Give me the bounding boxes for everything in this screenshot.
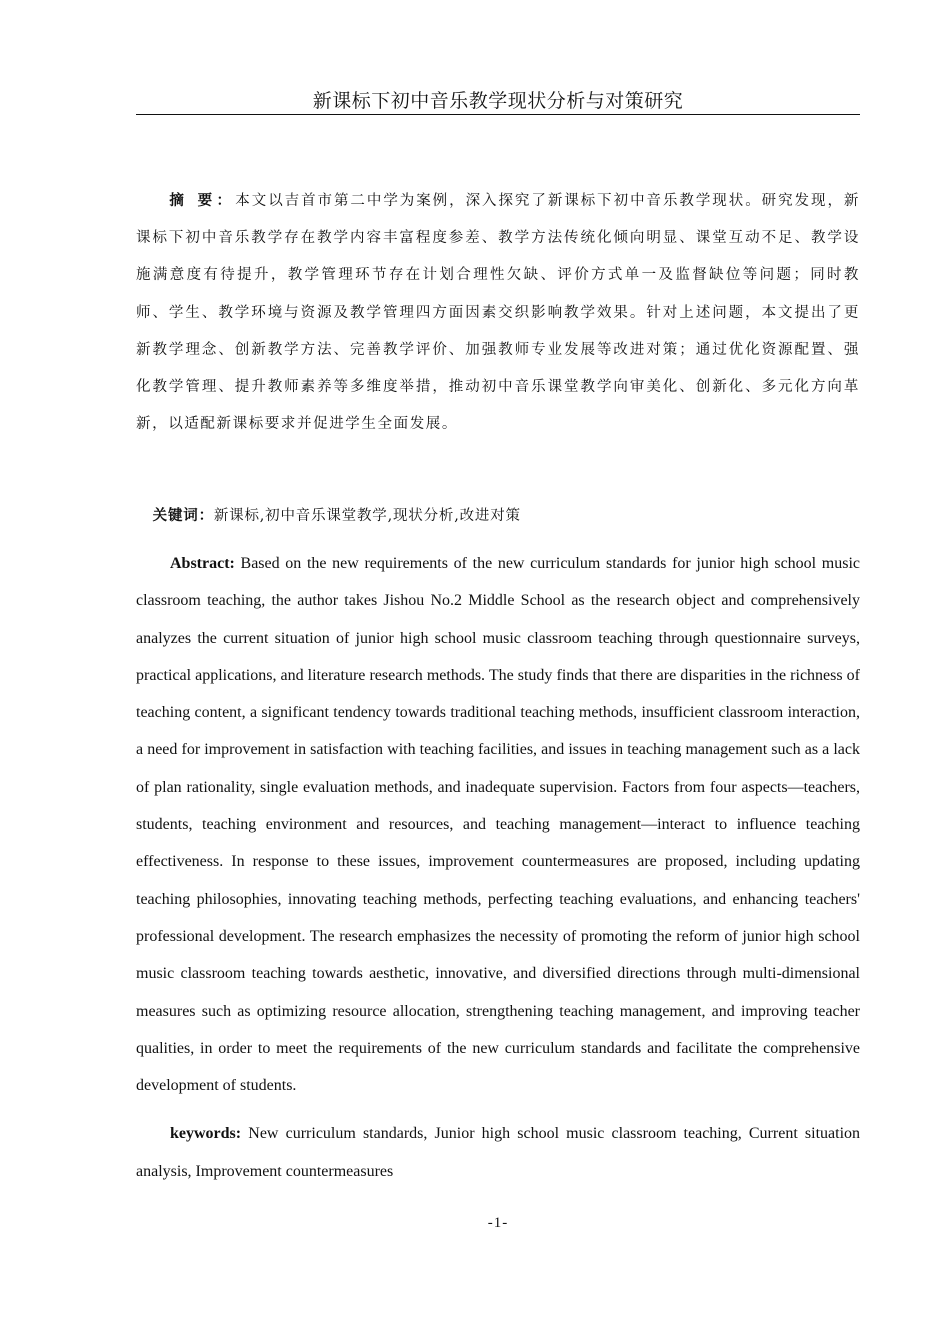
english-abstract-text: Based on the new requirements of the new curriculum standards for junior high school music classroom teaching, the author takes Jishou No.2 Middle School as the research object and comprehensively analyzes the current situation of junior high school music classroom teaching through questionnaire surveys, practical applications, and literature research methods. The study finds that there are disparities in the richness of teaching content, a significant tendency towards traditional teaching methods, insufficient classroom interaction, a need for improvement in satisfaction with teaching facilities, and issues in teaching management such as a lack of plan rationality, single evaluation methods, and inadequate supervision. Factors from four aspects—teachers, students, teaching environment and resources, and teaching management—interact to influence teaching effectiveness. In response to these issues, improvement countermeasures are proposed, including updating teaching philosophies, innovating teaching methods, perfecting teaching evaluations, and enhancing teachers' professional development. The research emphasizes the necessity of promoting the reform of junior high school music classroom teaching towards aesthetic, innovative, and diversified directions through multi-dimensional measures such as optimizing resource allocation, strengthening teaching management, and improving teacher qualities, in order to meet the requirements of the new curriculum standards and facilitate the comprehensive development of students. [136,555,861,1095]
chinese-abstract-label: 摘 要： [169,192,236,209]
chinese-keywords [136,500,860,532]
english-abstract [136,545,860,1104]
chinese-abstract [136,182,860,443]
english-keywords [136,1115,860,1190]
english-abstract-label: Abstract: [170,555,235,572]
english-keywords-text: New curriculum standards, Junior high school music classroom teaching, Current situation analysis, Improvement countermeasures [136,1125,861,1180]
chinese-keywords-label: 关键词： [152,507,214,524]
chinese-keywords-text: 新课标,初中音乐课堂教学,现状分析,改进对策 [213,508,521,524]
page-number: -1- [487,1215,509,1231]
chinese-abstract-text: 本文以吉首市第二中学为案例，深入探究了新课标下初中音乐教学现状。研究发现，新课标下初中音乐教学存在教学内容丰富程度参差、教学方法传统化倾向明显、课堂互动不足、教学设施满意度有待提升，教学管理环节存在计划合理性欠缺、评价方式单一及监督缺位等问题；同时教师、学生、教学环境与资源及教学管理四方面因素交织影响教学效果。针对上述问题，本文提出了更新教学理念、创新教学方法、完善教学评价、加强教师专业发展等改进对策；通过优化资源配置、强化教学管理、提升教师素养等多维度举措，推动初中音乐课堂教学向审美化、创新化、多元化方向革新，以适配新课标要求并促进学生全面发展。 [136,193,860,433]
running-header: 新课标下初中音乐教学现状分析与对策研究 [312,91,684,112]
header-rule [136,114,860,115]
english-keywords-label: keywords: [170,1125,242,1142]
